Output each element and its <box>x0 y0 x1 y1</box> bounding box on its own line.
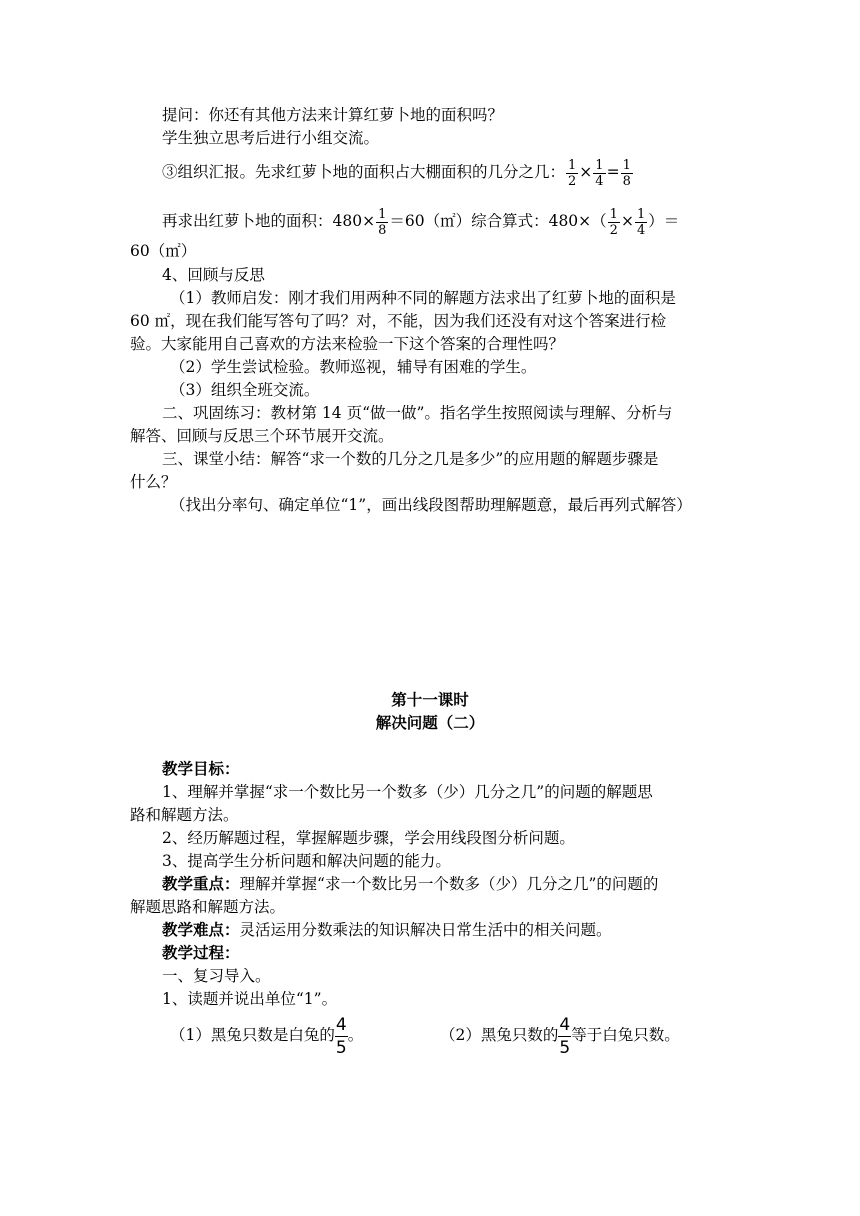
paragraph: 二、巩固练习：教材第 14 页“做一做”。指名学生按照阅读与理解、分析与 <box>162 404 673 422</box>
paragraph: 60 ㎡，现在我们能写答句了吗？对，不能，因为我们还没有对这个答案进行检 <box>130 312 667 330</box>
fraction: $\frac{1}{2}$ <box>568 157 577 189</box>
paragraph: （3）组织全班交流。 <box>170 381 320 399</box>
paragraph: 4、回顾与反思 <box>162 266 265 284</box>
key-point: 教学重点：理解并掌握“求一个数比另一个数多（少）几分之几”的问题的 <box>162 874 659 893</box>
text-run: 再求出红萝卜地的面积：480× <box>162 212 376 230</box>
text-run: ）＝ <box>648 212 680 230</box>
paragraph: （2）学生尝试检验。教师巡视，辅导有困难的学生。 <box>170 358 537 376</box>
difficulty: 教学难点：灵活运用分数乘法的知识解决日常生活中的相关问题。 <box>162 920 612 939</box>
paragraph-report <box>130 152 730 192</box>
paragraph-area <box>130 201 730 241</box>
paragraph: 一、复习导入。 <box>162 967 271 985</box>
lesson-subtitle: 解决问题（二） <box>375 713 485 732</box>
equals-sign: = <box>606 163 620 181</box>
goal-heading: 教学目标： <box>162 759 240 778</box>
lesson-title: 第十一课时 <box>391 690 469 709</box>
text-run: × <box>620 212 634 230</box>
fraction: $\frac{1}{8}$ <box>622 157 631 189</box>
fraction: $\frac{4}{5}$ <box>559 1014 571 1058</box>
paragraph: 三、课堂小结：解答“求一个数的几分之几是多少”的应用题的解题步骤是 <box>162 450 659 468</box>
fraction: $\frac{1}{8}$ <box>378 206 387 238</box>
process-heading: 教学过程： <box>162 943 240 962</box>
paragraph: 什么？ <box>130 473 177 491</box>
report-text: ③组织汇报。先求红萝卜地的面积占大棚面积的几分之几： <box>162 163 566 181</box>
question-2: （2）黑兔只数的 $\frac{4}{5}$ 等于白兔只数。 <box>440 1014 680 1058</box>
paragraph: 60（㎡） <box>130 242 197 260</box>
fraction: $\frac{1}{4}$ <box>595 157 604 189</box>
paragraph: 验。大家能用自己喜欢的方法来检验一下这个答案的合理性吗？ <box>130 335 565 353</box>
question-1: （1）黑兔只数是白兔的 $\frac{4}{5}$ 。 <box>170 1014 364 1058</box>
fraction: $\frac{1}{4}$ <box>636 206 646 238</box>
fraction: $\frac{4}{5}$ <box>335 1014 347 1058</box>
paragraph: （1）教师启发：刚才我们用两种不同的解题方法求出了红萝卜地的面积是 <box>170 289 676 307</box>
paragraph: 路和解题方法。 <box>130 806 239 824</box>
fraction: $\frac{1}{2}$ <box>609 206 618 238</box>
paragraph: （找出分率句、确定单位“1”，画出线段图帮助理解题意，最后再列式解答） <box>170 496 692 514</box>
paragraph: 3、提高学生分析问题和解决问题的能力。 <box>162 852 451 870</box>
paragraph: 2、经历解题过程，掌握解题步骤，学会用线段图分析问题。 <box>162 829 575 847</box>
times-sign: × <box>579 163 593 181</box>
paragraph: 1、读题并说出单位“1”。 <box>162 990 338 1008</box>
paragraph: 学生独立思考后进行小组交流。 <box>162 129 380 147</box>
paragraph: 提问：你还有其他方法来计算红萝卜地的面积吗？ <box>162 106 504 124</box>
paragraph: 解答、回顾与反思三个环节展开交流。 <box>130 427 394 445</box>
paragraph: 1、理解并掌握“求一个数比另一个数多（少）几分之几”的问题的解题思 <box>162 783 653 801</box>
text-run: ＝60（㎡）综合算式：480×（ <box>389 212 607 230</box>
paragraph: 解题思路和解题方法。 <box>130 898 286 916</box>
